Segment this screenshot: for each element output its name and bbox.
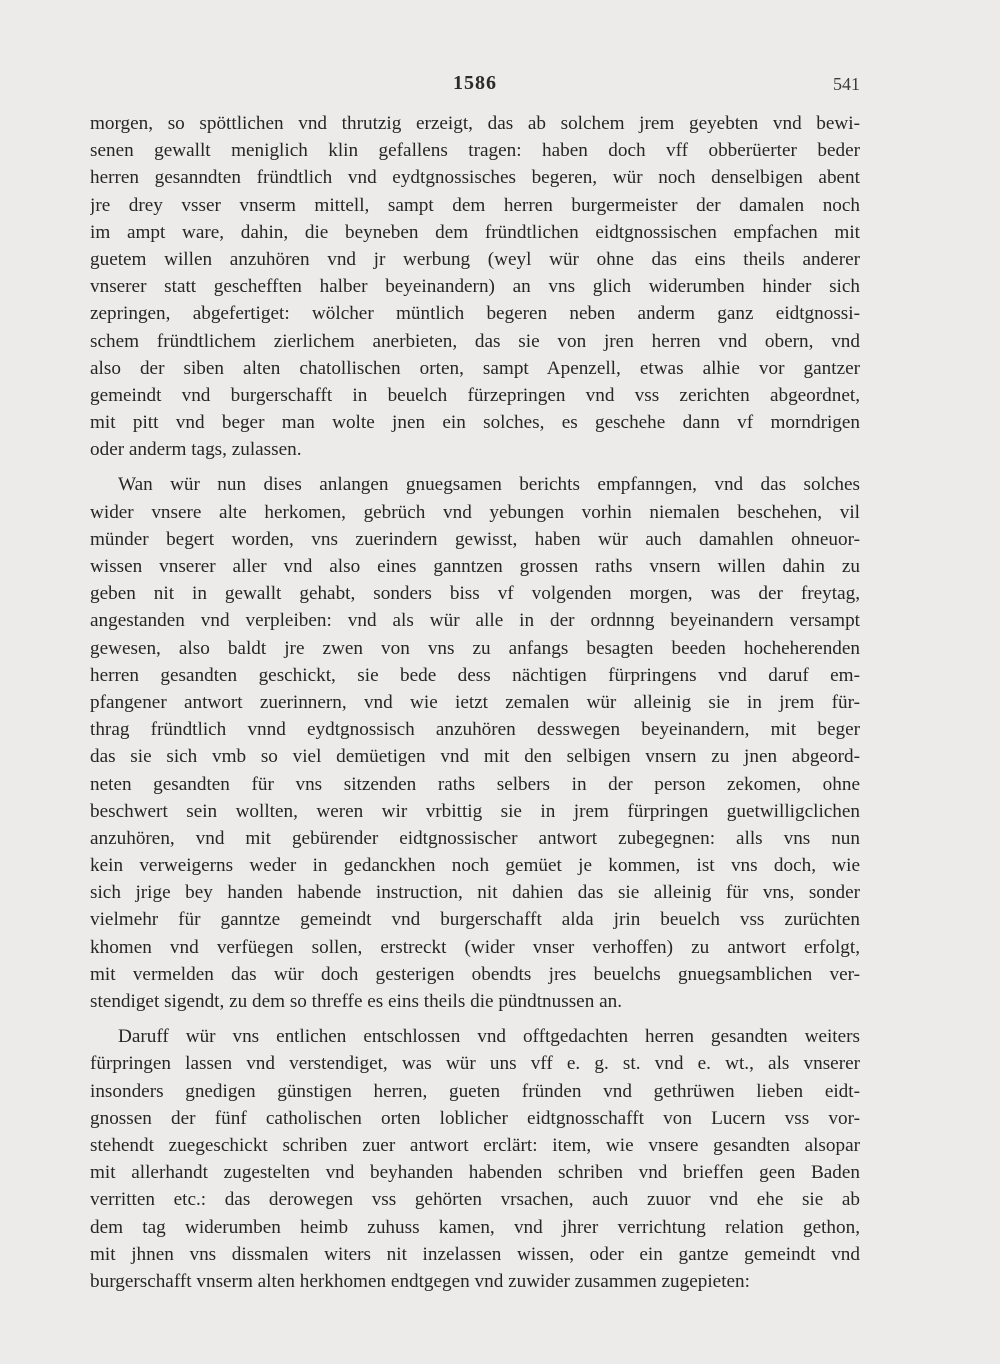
text-line: fürpringen lassen vnd verstendiget, was wür uns vff e. g. st. vnd e. wt., als vnserer xyxy=(90,1053,860,1075)
text-line: pfangener antwort zuerinnern, vnd wie ietzt zemalen wür alleinig sie in jrem für- xyxy=(90,691,860,713)
text-line: Daruff wür vns entlichen entschlossen vnd offtgedachten herren gesandten weiters xyxy=(118,1026,860,1048)
header-year: 1586 xyxy=(453,72,497,94)
text-line: angestanden vnd verpleiben: vnd als wür alle in der ordnnng beyeinandern versampt xyxy=(90,610,860,632)
text-line: mit pitt vnd beger man wolte jnen ein solches, es geschehe dann vf morndrigen xyxy=(90,412,860,434)
text-line: thrag fründtlich vnnd eydtgnossisch anzuhören desswegen beyeinandern, mit beger xyxy=(90,719,860,741)
text-line: das sie sich vmb so viel demüetigen vnd mit den selbigen vnsern zu jnen abgeord- xyxy=(90,746,860,768)
text-line: anzuhören, vnd mit gebürender eidtgnossischer antwort zubegegnen: alls vns nun xyxy=(90,827,860,849)
text-line: stehendt zuegeschickt schriben zuer antwort erclärt: item, wie vnsere gesandten alsopar xyxy=(90,1134,860,1156)
paragraph xyxy=(90,110,860,463)
text-line: guetem willen anzuhören vnd jr werbung (weyl wür ohne das eins theils anderer xyxy=(90,248,860,270)
page-header xyxy=(90,72,860,98)
text-line: gnossen der fünf catholischen orten loblicher eidtgnosschafft von Lucern vss vor- xyxy=(90,1107,860,1129)
text-line: gewesen, also baldt jre zwen von vns zu anfangs besagten beeden hocheherenden xyxy=(90,637,860,659)
text-line: mit jhnen vns dissmalen witers nit inzelassen wissen, oder ein gantze gemeindt vnd xyxy=(90,1243,860,1265)
text-line: zepringen, abgefertiget: wölcher müntlich begeren neben anderm ganz eidtgnossi- xyxy=(90,303,860,325)
paragraph xyxy=(90,1023,860,1295)
text-line: schem fründtlichem zierlichem anerbieten, das sie von jren herren vnd obern, vnd xyxy=(90,330,860,352)
page-number: 541 xyxy=(833,74,860,94)
text-line: insonders gnedigen günstigen herren, gueten fründen vnd gethrüwen lieben eidt- xyxy=(90,1080,860,1102)
text-line: khomen vnd verfüegen sollen, erstreckt (wider vnser verhoffen) zu antwort erfolgt, xyxy=(90,936,860,958)
text-line: neten gesandten für vns sitzenden raths selbers in der person zekomen, ohne xyxy=(90,773,860,795)
text-line: vnserer statt geschefften halber beyeinandern) an vns glich widerumben hinder sich xyxy=(90,276,860,298)
text-line: Wan wür nun dises anlangen gnuegsamen berichts empfanngen, vnd das solches xyxy=(118,474,860,496)
text-line: dem tag widerumben heimb zuhuss kamen, vnd jhrer verrichtung relation gethon, xyxy=(90,1216,860,1238)
text-line: münder begert worden, vns zuerindern gewisst, haben wür auch damahlen ohneuor- xyxy=(90,528,860,550)
text-line: kein verweigerns weder in gedanckhen noch gemüet je kommen, ist vns doch, wie xyxy=(90,855,860,877)
text-line: herren gesanndten fründtlich vnd eydtgnossisches begeren, wür noch denselbigen abent xyxy=(90,167,860,189)
paragraph xyxy=(90,471,860,1015)
text-line: oder anderm tags, zulassen. xyxy=(90,439,302,461)
text-line: gemeindt vnd burgerschafft in beuelch fürzepringen vnd vss zerichten abgeordnet, xyxy=(90,384,860,406)
text-line: senen gewallt meniglich klin gefallens tragen: haben doch vff obberüerter beder xyxy=(90,140,860,162)
text-line: morgen, so spöttlichen vnd thrutzig erzeigt, das ab solchem jrem geyebten vnd bewi- xyxy=(90,113,860,134)
text-line: jre drey vsser vnserm mittell, sampt dem herren burgermeister der damalen noch xyxy=(90,194,860,216)
text-line: wissen vnserer aller vnd also eines ganntzen grossen raths vnsern willen dahin zu xyxy=(90,556,860,577)
text-line: stendiget sigendt, zu dem so threffe es eins theils die pündtnussen an. xyxy=(90,991,622,1012)
text-line: geben nit in gewallt gehabt, sonders biss vf volgenden morgen, was der freytag, xyxy=(90,583,860,605)
text-line: burgerschafft vnserm alten herkhomen endtgegen vnd zuwider zusammen zugepieten: xyxy=(90,1270,750,1292)
document-body xyxy=(90,110,860,1303)
text-line: herren gesandten geschickt, sie bede dess nächtigen fürpringens vnd daruf em- xyxy=(90,664,860,686)
text-line: mit allerhandt zugestelten vnd beyhanden habenden schriben vnd brieffen geen Baden xyxy=(90,1162,860,1184)
text-line: im ampt ware, dahin, die beyneben dem fründtlichen eidtgnossischen empfachen mit xyxy=(90,221,860,243)
text-line: mit vermelden das wür doch gesterigen obendts jres beuelchs gnuegsamblichen ver- xyxy=(90,963,860,985)
text-line: verritten etc.: das derowegen vss gehörten vrsachen, auch zuuor vnd ehe sie ab xyxy=(90,1189,860,1211)
text-line: wider vnsere alte herkomen, gebrüch vnd yebungen vorhin niemalen beschehen, vil xyxy=(90,501,860,523)
text-line: sich jrige bey handen habende instruction, nit dahien das sie alleinig für vns, sonder xyxy=(90,882,860,904)
text-line: vielmehr für ganntze gemeindt vnd burgerschafft alda jrin beuelch vss zurüchten xyxy=(90,909,860,931)
text-line: beschwert sein wollten, weren wir vrbittig sie in jrem fürpringen guetwilligclichen xyxy=(90,800,860,822)
text-line: also der siben alten chatollischen orten, sampt Apenzell, etwas alhie vor gantzer xyxy=(90,357,860,379)
